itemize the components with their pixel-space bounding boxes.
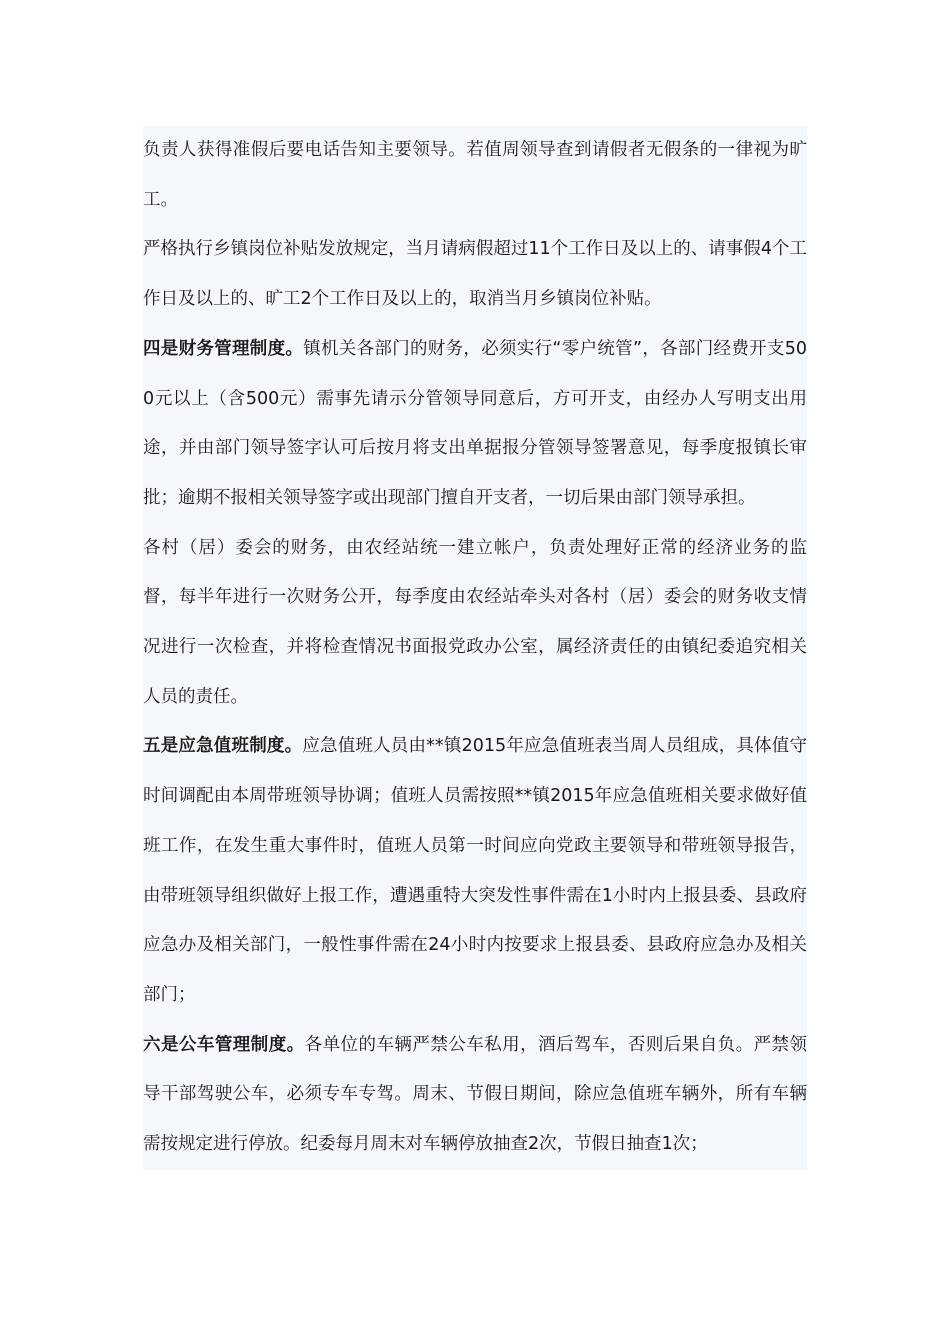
paragraph-text: 各村（居）委会的财务，由农经站统一建立帐户，负责处理好正常的经济业务的监督，每半年进行一次财务公开，每季度由农经站牵头对各村（居）委会的财务收支情况进行一次检查，并将检查情况书面报党政办公室，属经济责任的由镇纪委追究相关人员的责任。 — [143, 537, 807, 707]
paragraph-village-finance — [143, 524, 807, 723]
paragraph-finance-management — [143, 325, 807, 524]
paragraph-text: 各单位的车辆严禁公车私用，酒后驾车，否则后果自负。严禁领导干部驾驶公车，必须专车专驾。周末、节假日期间，除应急值班车辆外，所有车辆需按规定进行停放。纪委每月周末对车辆停放抽查2次，节假日抽查1次； — [143, 1034, 807, 1155]
paragraph-text: 严格执行乡镇岗位补贴发放规定，当月请病假超过11个工作日及以上的、请事假4个工作日及以上的、旷工2个工作日及以上的，取消当月乡镇岗位补贴。 — [143, 239, 807, 310]
paragraph-heading: 四是财务管理制度。 — [143, 338, 304, 359]
document-body — [143, 126, 807, 1170]
paragraph-text: 镇机关各部门的财务，必须实行“零户统管”，各部门经费开支500元以上（含500元）需事先请示分管领导同意后，方可开支，由经办人写明支出用途，并由部门领导签字认可后按月将支出单据报分管领导签署意见，每季度报镇长审批；逾期不报相关领导签字或出现部门擅自开支者，一切后果由部门领导承担。 — [143, 338, 807, 508]
paragraph-text: 负责人获得准假后要电话告知主要领导。若值周领导查到请假者无假条的一律视为旷工。 — [143, 140, 807, 210]
paragraph-leave-approval — [143, 126, 807, 225]
paragraph-vehicle-management — [143, 1021, 807, 1170]
paragraph-post-subsidy — [143, 225, 807, 324]
paragraph-emergency-duty — [143, 722, 807, 1020]
paragraph-text: 应急值班人员由**镇2015年应急值班表当周人员组成，具体值守时间调配由本周带班领导协调；值班人员需按照**镇2015年应急值班相关要求做好值班工作，在发生重大事件时，值班人员第一时间应向党政主要领导和带班领导报告，由带班领导组织做好上报工作，遭遇重特大突发性事件需在1小时内上报县委、县政府应急办及相关部门，一般性事件需在24小时内按要求上报县委、县政府应急办及相关部门； — [143, 736, 807, 1005]
paragraph-heading: 五是应急值班制度。 — [143, 736, 303, 757]
paragraph-heading: 六是公车管理制度。 — [143, 1034, 305, 1055]
